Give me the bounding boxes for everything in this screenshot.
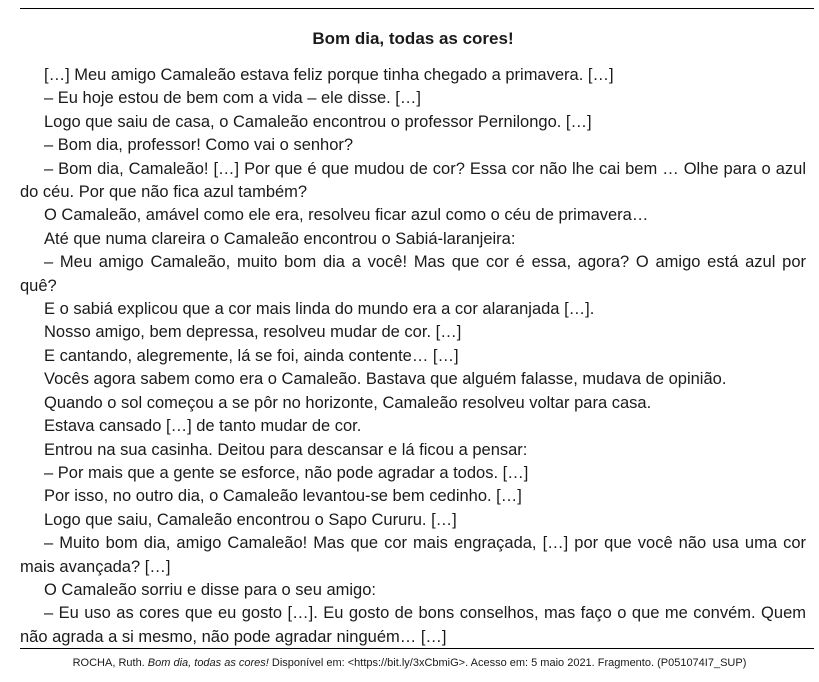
text-title: Bom dia, todas as cores! (312, 29, 514, 48)
paragraph: – Bom dia, professor! Como vai o senhor? (44, 136, 354, 155)
paragraph: – Eu uso as cores que eu gosto […]. Eu gosto de bons conselhos, mas faço o que me convém. Quem não agrada a si mesmo, não pode agradar ninguém… […] (20, 604, 806, 646)
source-prefix: ROCHA, Ruth. (72, 657, 148, 669)
paragraph: – Muito bom dia, amigo Camaleão! Mas que cor mais engraçada, […] por que você não usa uma cor mais avançada? […] (20, 534, 806, 576)
bottom-rule (20, 648, 814, 649)
paragraph: – Eu hoje estou de bem com a vida – ele disse. […] (44, 89, 421, 108)
paragraph: O Camaleão, amável como ele era, resolveu ficar azul como o céu de primavera… (44, 206, 649, 225)
paragraph: – Meu amigo Camaleão, muito bom dia a você! Mas que cor é essa, agora? O amigo está azul por quê? (20, 253, 806, 295)
source-citation (0, 656, 819, 670)
source-suffix: Disponível em: <https://bit.ly/3xCbmiG>. Acesso em: 5 maio 2021. Fragmento. (P051074I7_SUP) (268, 657, 747, 669)
paragraph: Até que numa clareira o Camaleão encontrou o Sabiá-laranjeira: (44, 229, 516, 248)
paragraph: Logo que saiu, Camaleão encontrou o Sapo Cururu. […] (44, 510, 457, 529)
top-rule (20, 8, 814, 9)
paragraph: Quando o sol começou a se pôr no horizonte, Camaleão resolveu voltar para casa. (44, 393, 652, 412)
paragraph: – Por mais que a gente se esforce, não pode agradar a todos. […] (44, 463, 529, 482)
paragraph: Nosso amigo, bem depressa, resolveu mudar de cor. […] (44, 323, 462, 342)
paragraph: […] Meu amigo Camaleão estava feliz porque tinha chegado a primavera. […] (44, 66, 614, 84)
paragraph: O Camaleão sorriu e disse para o seu amigo: (44, 580, 376, 599)
paragraph: E cantando, alegremente, lá se foi, ainda contente… […] (44, 346, 459, 365)
paragraph: Por isso, no outro dia, o Camaleão levantou-se bem cedinho. […] (44, 487, 522, 506)
paragraph: E o sabiá explicou que a cor mais linda do mundo era a cor alaranjada […]. (44, 300, 595, 319)
source-work-title: Bom dia, todas as cores! (147, 657, 269, 669)
paragraph: – Bom dia, Camaleão! […] Por que é que mudou de cor? Essa cor não lhe cai bem … Olhe para o azul do céu. Por que não fica azul também? (20, 159, 806, 202)
paragraph: Entrou na sua casinha. Deitou para descansar e lá ficou a pensar: (44, 440, 528, 459)
paragraph: Logo que saiu de casa, o Camaleão encontrou o professor Pernilongo. […] (44, 112, 592, 131)
paragraph: Estava cansado […] de tanto mudar de cor. (44, 417, 362, 436)
text-body (20, 64, 806, 649)
paragraph: Vocês agora sabem como era o Camaleão. Bastava que alguém falasse, mudava de opinião. (44, 370, 727, 389)
